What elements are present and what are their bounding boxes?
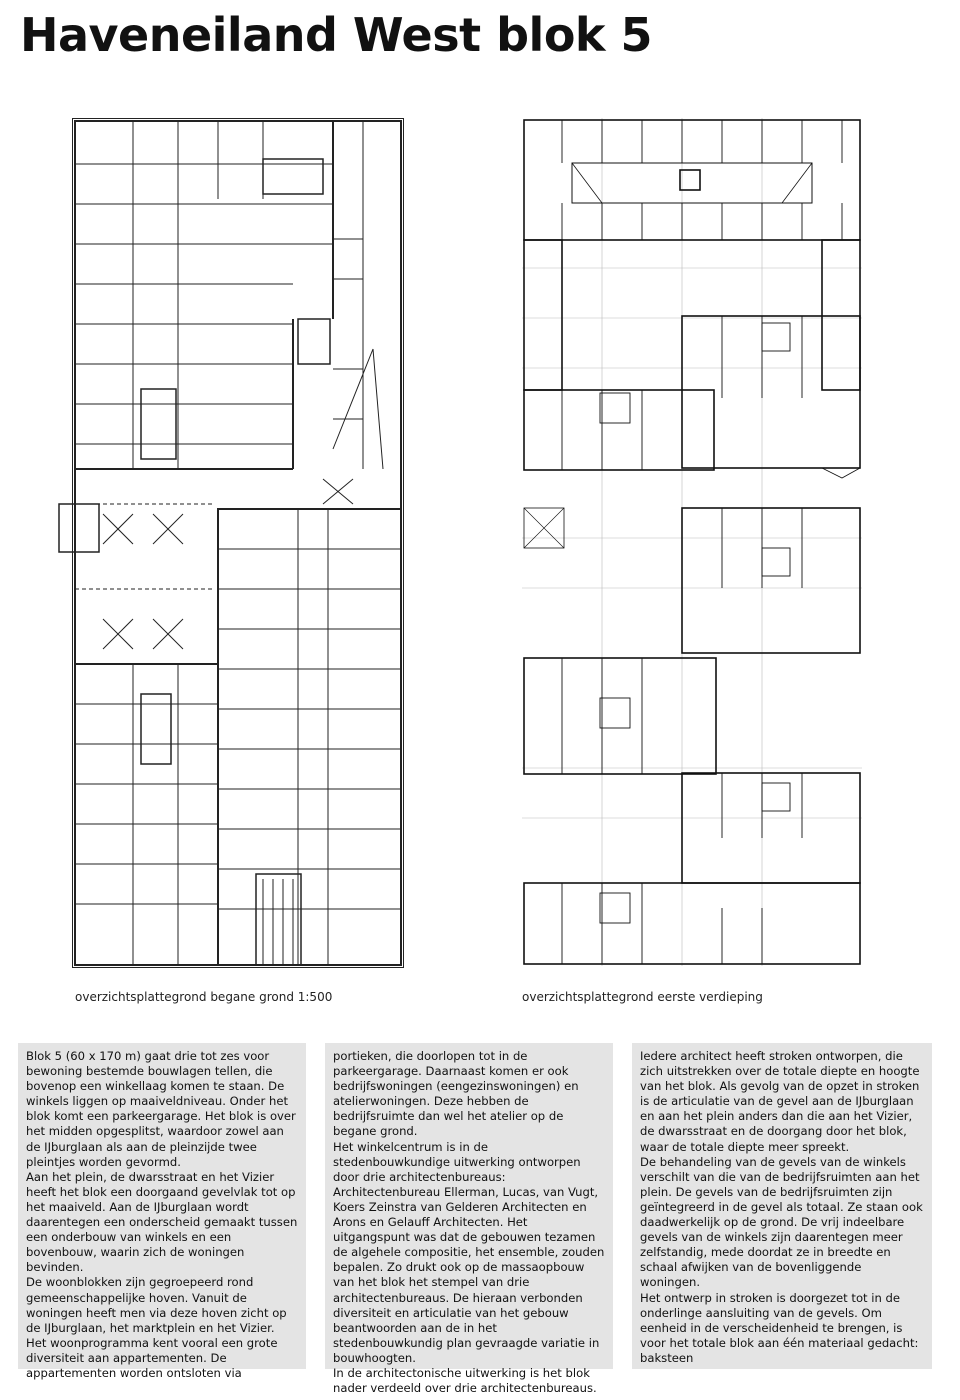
ground-floor-caption: overzichtsplattegrond begane grond 1:500 xyxy=(75,990,333,1004)
paragraph: Blok 5 (60 x 170 m) gaat drie tot zes voor bewoning bestemde bouwlagen tellen, die bovenop een winkellaag komen te staan. De winkels liggen op maaiveldniveau. Onder het blok komt een parkeergarage. Het blok is over het midden opgesplitst, waardoor zowel aan de IJburglaan als aan de pleinzijde twee pleintjes worden gevormd. xyxy=(26,1049,296,1169)
ground-floor-plan-svg xyxy=(73,119,403,967)
page-title: Haveneiland West blok 5 xyxy=(20,8,653,62)
paragraph: De behandeling van de gevels van de winkels verschilt van die van de bedrijfsruimten aan het plein. De gevels van de bedrijfsruimten zijn geïntegreerd in de gevel als totaal. Ze staan ook daadwerkelijk op de grond. De vrij indeelbare gevels van de winkels zijn daarentegen meer zelfstandig, mede doordat ze in breedte en schaal afwijken van de bovenliggende woningen. xyxy=(640,1154,923,1290)
text-column-2 xyxy=(325,1043,613,1396)
paragraph: In de architectonische uitwerking is het blok nader verdeeld over drie architectenbureaus. xyxy=(333,1365,597,1396)
first-floor-plan-drawing xyxy=(522,118,862,966)
first-floor-caption: overzichtsplattegrond eerste verdieping xyxy=(522,990,763,1004)
paragraph: Iedere architect heeft stroken ontworpen, die zich uitstrekken over de totale diepte en hoogte van het blok. Als gevolg van de opzet in stroken is de articulatie van de gevel aan de IJburglaan en aan het plein anders dan die aan het Vizier, de dwarsstraat en de doorgang door het blok, waar de totale diepte meer spreekt. xyxy=(640,1049,920,1154)
paragraph: Het ontwerp in stroken is doorgezet tot in de onderlinge aansluiting van de gevels. Om eenheid in de verscheidenheid te brengen, is voor het totale blok aan één materiaal gedacht: baksteen xyxy=(640,1290,919,1365)
paragraph: De woonblokken zijn gegroepeerd rond gemeenschappelijke hoven. Vanuit de woningen heeft men via deze hoven zicht op de IJburglaan, het marktplein en het Vizier. Het woonprogramma kent vooral een grote diversiteit aan appartementen. De appartementen worden ontsloten via xyxy=(26,1275,287,1380)
first-floor-plan-svg xyxy=(522,118,862,966)
text-column-3 xyxy=(632,1043,932,1369)
ground-floor-plan-drawing xyxy=(72,118,404,968)
paragraph: Aan het plein, de dwarsstraat en het Vizier heeft het blok een doorgaand gevelvlak tot op het maaiveld. Aan de IJburglaan wordt daarentegen een onderscheid gemaakt tussen een onderbouw van winkels en een bovenbouw, waarin zich de woningen bevinden. xyxy=(26,1169,298,1275)
paragraph: portieken, die doorlopen tot in de parkeergarage. Daarnaast komen er ook bedrijfswoningen (eengezinswoningen) en atelierwoningen. Deze hebben de bedrijfsruimte dan wel het atelier op de begane grond. xyxy=(333,1049,579,1139)
text-column-1 xyxy=(18,1043,306,1380)
paragraph: Het winkelcentrum is in de stedenbouwkundige uitwerking ontworpen door drie architectenbureaus: Architectenbureau Ellerman, Lucas, van Vugt, Koers Zeinstra van Gelderen Architecten en Arons en Gelauff Architecten. Het uitgangspunt was dat de gebouwen tezamen de algehele compositie, het ensemble, zouden bepalen. Zo drukt ook op de massaopbouw van het blok het stempel van drie architectenbureaus. De hieraan verbonden diversiteit en articulatie van het gebouw beantwoorden aan de in het stedenbouwkundig plan gevraagde variatie in bouwhoogten. xyxy=(333,1139,605,1365)
